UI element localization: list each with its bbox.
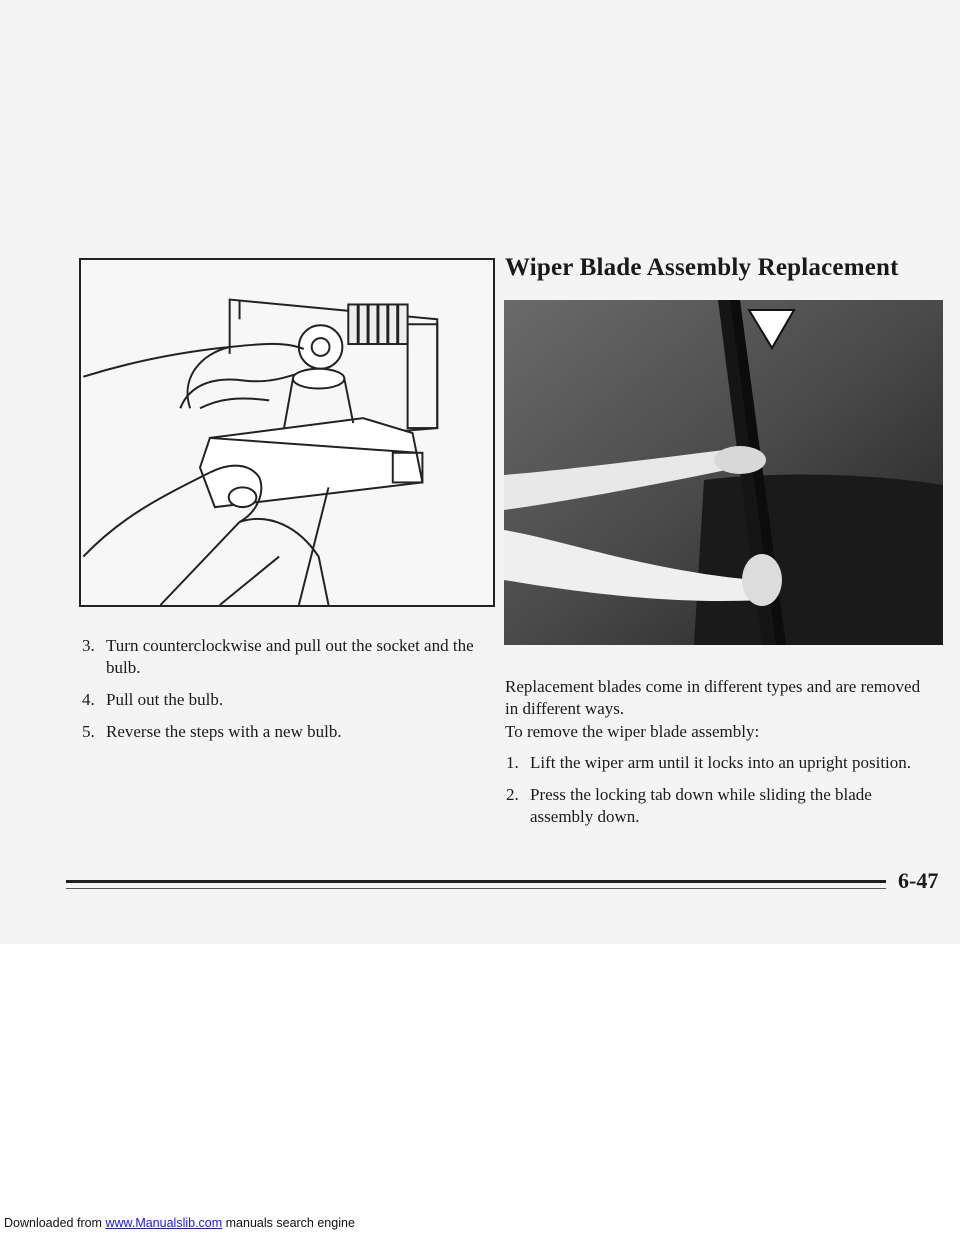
download-footer: Downloaded from www.Manualslib.com manuals search engine: [4, 1216, 355, 1230]
intro-paragraph: Replacement blades come in different types and are removed in different ways.: [505, 677, 921, 718]
list-item: 5. Reverse the steps with a new bulb.: [82, 722, 342, 741]
instruction-lead: To remove the wiper blade assembly:: [505, 722, 760, 741]
list-item: 3. Turn counterclockwise and pull out the socket and the bulb.: [82, 636, 474, 677]
bulb-steps-list: [82, 635, 487, 753]
list-item: 1. Lift the wiper arm until it locks into an upright position.: [506, 753, 912, 772]
list-item: 2. Press the locking tab down while sliding the blade assembly down.: [506, 785, 872, 826]
page-number: 6-47: [898, 868, 939, 893]
list-item: 4. Pull out the bulb.: [82, 690, 224, 709]
section-title: Wiper Blade Assembly Replacement: [505, 254, 899, 281]
manualslib-link[interactable]: www.Manualslib.com: [105, 1216, 223, 1230]
wiper-steps-list: [506, 752, 926, 838]
footer-rule-thin: [66, 888, 886, 889]
bulb-socket-illustration: [79, 258, 495, 607]
footer-rule: [66, 880, 886, 883]
wiper-blade-photo: [504, 300, 943, 645]
